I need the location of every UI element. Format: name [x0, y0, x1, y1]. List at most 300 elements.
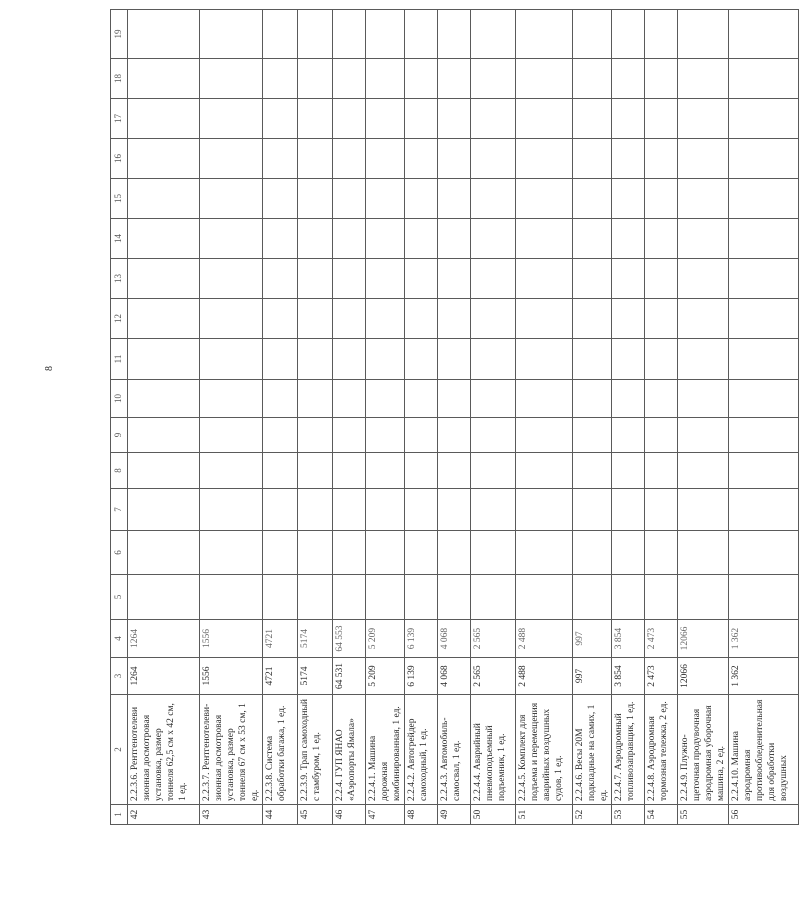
table-row: [573, 10, 612, 825]
empty-cell: [128, 531, 200, 575]
empty-cell: [573, 10, 612, 59]
table-header-row: [111, 10, 128, 825]
empty-cell: [200, 59, 263, 99]
empty-cell: [333, 339, 366, 380]
empty-cell: [612, 531, 645, 575]
empty-cell: [200, 339, 263, 380]
empty-cell: [612, 59, 645, 99]
row-number-cell: 44: [263, 805, 298, 825]
empty-cell: [366, 179, 405, 219]
empty-cell: [200, 259, 263, 299]
table-row: [298, 10, 333, 825]
empty-cell: [200, 179, 263, 219]
empty-cell: [405, 453, 438, 489]
column-header: 4: [111, 620, 128, 658]
empty-cell: [471, 418, 516, 453]
empty-cell: [612, 219, 645, 259]
col3-value-cell: 4721: [263, 658, 298, 695]
empty-cell: [298, 418, 333, 453]
empty-cell: [405, 339, 438, 380]
col3-value-cell: 1556: [200, 658, 263, 695]
row-name-cell: 2.2.3.8. Система обработки багажа, 1 ед.: [263, 695, 298, 805]
empty-cell: [612, 10, 645, 59]
empty-cell: [516, 139, 573, 179]
empty-cell: [678, 259, 729, 299]
row-number-cell: 53: [612, 805, 645, 825]
col4-value-cell: 2 565: [471, 620, 516, 658]
col4-value-cell: 3 854: [612, 620, 645, 658]
empty-cell: [405, 380, 438, 418]
column-header: 1: [111, 805, 128, 825]
col4-value-cell: 2 473: [645, 620, 678, 658]
empty-cell: [729, 418, 799, 453]
empty-cell: [200, 531, 263, 575]
row-number-cell: 45: [298, 805, 333, 825]
empty-cell: [573, 139, 612, 179]
empty-cell: [405, 99, 438, 139]
empty-cell: [516, 179, 573, 219]
row-name-cell: 2.2.3.9. Трап самоходный с тамбуром, 1 ед.: [298, 695, 333, 805]
empty-cell: [573, 418, 612, 453]
col4-value-cell: 1556: [200, 620, 263, 658]
empty-cell: [263, 418, 298, 453]
empty-cell: [128, 380, 200, 418]
col4-value-cell: 6 139: [405, 620, 438, 658]
empty-cell: [128, 59, 200, 99]
table-row: [438, 10, 471, 825]
empty-cell: [128, 339, 200, 380]
empty-cell: [612, 139, 645, 179]
col4-value-cell: 1 362: [729, 620, 799, 658]
empty-cell: [263, 10, 298, 59]
empty-cell: [471, 99, 516, 139]
empty-cell: [678, 299, 729, 339]
empty-cell: [405, 418, 438, 453]
empty-cell: [729, 489, 799, 531]
empty-cell: [645, 59, 678, 99]
empty-cell: [128, 489, 200, 531]
empty-cell: [729, 299, 799, 339]
empty-cell: [366, 531, 405, 575]
empty-cell: [405, 10, 438, 59]
empty-cell: [298, 531, 333, 575]
column-header: 12: [111, 299, 128, 339]
empty-cell: [263, 259, 298, 299]
row-name-cell: 2.2.4.7. Аэродромный топливозаправщик, 1 ед.: [612, 695, 645, 805]
empty-cell: [405, 259, 438, 299]
empty-cell: [200, 299, 263, 339]
empty-cell: [573, 489, 612, 531]
empty-cell: [333, 380, 366, 418]
column-header: 19: [111, 10, 128, 59]
col3-value-cell: 997: [573, 658, 612, 695]
empty-cell: [405, 531, 438, 575]
empty-cell: [471, 575, 516, 620]
empty-cell: [263, 299, 298, 339]
empty-cell: [645, 139, 678, 179]
table-row: [516, 10, 573, 825]
empty-cell: [612, 99, 645, 139]
empty-cell: [729, 10, 799, 59]
empty-cell: [573, 219, 612, 259]
col4-value-cell: 2 488: [516, 620, 573, 658]
empty-cell: [645, 259, 678, 299]
table-row: [471, 10, 516, 825]
empty-cell: [645, 299, 678, 339]
column-header: 10: [111, 380, 128, 418]
col3-value-cell: 2 565: [471, 658, 516, 695]
empty-cell: [729, 139, 799, 179]
empty-cell: [128, 575, 200, 620]
empty-cell: [438, 99, 471, 139]
empty-cell: [366, 139, 405, 179]
empty-cell: [612, 575, 645, 620]
row-number-cell: 56: [729, 805, 799, 825]
empty-cell: [333, 99, 366, 139]
column-header: 11: [111, 339, 128, 380]
col3-value-cell: 3 854: [612, 658, 645, 695]
empty-cell: [645, 219, 678, 259]
empty-cell: [298, 179, 333, 219]
empty-cell: [263, 99, 298, 139]
col4-value-cell: 997: [573, 620, 612, 658]
row-name-cell: 2.2.4.2. Автогрейдер самоходный, 1 ед.: [405, 695, 438, 805]
empty-cell: [128, 418, 200, 453]
empty-cell: [516, 380, 573, 418]
empty-cell: [573, 575, 612, 620]
empty-cell: [298, 380, 333, 418]
empty-cell: [438, 339, 471, 380]
empty-cell: [333, 453, 366, 489]
empty-cell: [729, 179, 799, 219]
empty-cell: [729, 531, 799, 575]
empty-cell: [645, 99, 678, 139]
empty-cell: [438, 380, 471, 418]
empty-cell: [438, 453, 471, 489]
empty-cell: [438, 259, 471, 299]
empty-cell: [200, 380, 263, 418]
table-row: [263, 10, 298, 825]
empty-cell: [333, 575, 366, 620]
empty-cell: [612, 380, 645, 418]
empty-cell: [200, 219, 263, 259]
row-number-cell: 54: [645, 805, 678, 825]
empty-cell: [612, 259, 645, 299]
col4-value-cell: 5174: [298, 620, 333, 658]
empty-cell: [263, 453, 298, 489]
empty-cell: [573, 179, 612, 219]
empty-cell: [263, 339, 298, 380]
empty-cell: [645, 453, 678, 489]
col4-value-cell: 1264: [128, 620, 200, 658]
empty-cell: [333, 299, 366, 339]
empty-cell: [438, 59, 471, 99]
empty-cell: [573, 531, 612, 575]
empty-cell: [516, 418, 573, 453]
col3-value-cell: 2 473: [645, 658, 678, 695]
col3-value-cell: 5174: [298, 658, 333, 695]
data-table: [110, 9, 799, 825]
empty-cell: [298, 59, 333, 99]
row-name-cell: 2.2.4.4. Аварийный пневмоподъемный подъемник, 1 ед.: [471, 695, 516, 805]
table-row: [200, 10, 263, 825]
empty-cell: [438, 531, 471, 575]
empty-cell: [128, 179, 200, 219]
empty-cell: [366, 489, 405, 531]
empty-cell: [573, 453, 612, 489]
empty-cell: [516, 575, 573, 620]
column-header: 15: [111, 179, 128, 219]
table-row: [612, 10, 645, 825]
empty-cell: [438, 179, 471, 219]
empty-cell: [516, 219, 573, 259]
empty-cell: [678, 219, 729, 259]
row-name-cell: 2.2.4.8. Аэродромная тормозная тележка, 2 ед.: [645, 695, 678, 805]
column-header: 5: [111, 575, 128, 620]
row-name-cell: 2.2.3.6. Рентгенотелеви зионная досмотровая установка, размер тоннеля 62,5 см х 42 см, 1 ед.: [128, 695, 200, 805]
empty-cell: [438, 299, 471, 339]
empty-cell: [516, 453, 573, 489]
empty-cell: [471, 380, 516, 418]
empty-cell: [128, 299, 200, 339]
empty-cell: [128, 219, 200, 259]
col3-value-cell: 64 531: [333, 658, 366, 695]
empty-cell: [471, 179, 516, 219]
row-name-cell: 2.2.4.10. Машина аэродромная противообледенительная для обработки воздушных: [729, 695, 799, 805]
column-header: 3: [111, 658, 128, 695]
empty-cell: [678, 339, 729, 380]
empty-cell: [645, 418, 678, 453]
empty-cell: [678, 489, 729, 531]
empty-cell: [612, 299, 645, 339]
empty-cell: [333, 139, 366, 179]
empty-cell: [678, 453, 729, 489]
empty-cell: [405, 139, 438, 179]
empty-cell: [516, 99, 573, 139]
empty-cell: [333, 418, 366, 453]
empty-cell: [612, 179, 645, 219]
table-row: [645, 10, 678, 825]
col4-value-cell: 4 068: [438, 620, 471, 658]
empty-cell: [471, 299, 516, 339]
row-number-cell: 50: [471, 805, 516, 825]
empty-cell: [438, 575, 471, 620]
empty-cell: [471, 219, 516, 259]
empty-cell: [200, 99, 263, 139]
empty-cell: [200, 453, 263, 489]
row-number-cell: 52: [573, 805, 612, 825]
row-name-cell: 2.2.4. ГУП ЯНАО «Аэропорты Ямала»: [333, 695, 366, 805]
empty-cell: [645, 575, 678, 620]
empty-cell: [366, 259, 405, 299]
empty-cell: [471, 489, 516, 531]
empty-cell: [366, 99, 405, 139]
empty-cell: [516, 59, 573, 99]
row-name-cell: 2.2.4.6. Весы 20М подкладные на самих, 1 ед.: [573, 695, 612, 805]
empty-cell: [471, 453, 516, 489]
empty-cell: [729, 219, 799, 259]
empty-cell: [263, 531, 298, 575]
column-header: 7: [111, 489, 128, 531]
column-header: 17: [111, 99, 128, 139]
table-row: [729, 10, 799, 825]
row-number-cell: 42: [128, 805, 200, 825]
empty-cell: [729, 575, 799, 620]
empty-cell: [333, 219, 366, 259]
column-header: 13: [111, 259, 128, 299]
empty-cell: [678, 139, 729, 179]
row-number-cell: 55: [678, 805, 729, 825]
empty-cell: [298, 219, 333, 259]
empty-cell: [729, 259, 799, 299]
empty-cell: [200, 418, 263, 453]
empty-cell: [612, 453, 645, 489]
empty-cell: [366, 10, 405, 59]
col3-value-cell: 2 488: [516, 658, 573, 695]
empty-cell: [200, 575, 263, 620]
table-row: [128, 10, 200, 825]
empty-cell: [471, 531, 516, 575]
empty-cell: [573, 259, 612, 299]
column-header: 18: [111, 59, 128, 99]
table-row: [405, 10, 438, 825]
empty-cell: [405, 299, 438, 339]
row-number-cell: 46: [333, 805, 366, 825]
empty-cell: [405, 59, 438, 99]
empty-cell: [678, 59, 729, 99]
empty-cell: [516, 489, 573, 531]
col4-value-cell: 64 553: [333, 620, 366, 658]
empty-cell: [678, 179, 729, 219]
empty-cell: [438, 139, 471, 179]
empty-cell: [366, 339, 405, 380]
empty-cell: [573, 59, 612, 99]
empty-cell: [405, 219, 438, 259]
empty-cell: [471, 59, 516, 99]
rotated-page-content: [110, 10, 789, 825]
empty-cell: [366, 575, 405, 620]
col4-value-cell: 12066: [678, 620, 729, 658]
empty-cell: [729, 99, 799, 139]
empty-cell: [263, 59, 298, 99]
column-header: 9: [111, 418, 128, 453]
empty-cell: [263, 219, 298, 259]
empty-cell: [612, 339, 645, 380]
empty-cell: [438, 219, 471, 259]
empty-cell: [645, 489, 678, 531]
empty-cell: [516, 531, 573, 575]
column-header: 8: [111, 453, 128, 489]
col4-value-cell: 4721: [263, 620, 298, 658]
empty-cell: [128, 453, 200, 489]
empty-cell: [729, 59, 799, 99]
empty-cell: [128, 139, 200, 179]
empty-cell: [298, 453, 333, 489]
empty-cell: [263, 139, 298, 179]
empty-cell: [438, 489, 471, 531]
empty-cell: [471, 259, 516, 299]
empty-cell: [128, 99, 200, 139]
col3-value-cell: 1264: [128, 658, 200, 695]
empty-cell: [263, 489, 298, 531]
row-name-cell: 2.2.4.9. Плужно-щеточная продувочная аэродромная уборочная машина, 2 ед.: [678, 695, 729, 805]
empty-cell: [366, 219, 405, 259]
empty-cell: [298, 139, 333, 179]
empty-cell: [298, 99, 333, 139]
empty-cell: [366, 59, 405, 99]
row-number-cell: 43: [200, 805, 263, 825]
empty-cell: [333, 59, 366, 99]
empty-cell: [366, 380, 405, 418]
empty-cell: [405, 489, 438, 531]
empty-cell: [573, 299, 612, 339]
empty-cell: [678, 10, 729, 59]
table-row: [333, 10, 366, 825]
empty-cell: [729, 339, 799, 380]
table-row: [366, 10, 405, 825]
empty-cell: [645, 10, 678, 59]
page-number: 8: [44, 366, 55, 371]
empty-cell: [471, 339, 516, 380]
column-header: 2: [111, 695, 128, 805]
empty-cell: [678, 575, 729, 620]
empty-cell: [573, 339, 612, 380]
empty-cell: [678, 418, 729, 453]
empty-cell: [645, 179, 678, 219]
row-name-cell: 2.2.3.7. Рентгенотелеви- зионная досмотровая установка, размер тоннеля 67 см х 53 см, 1 ед.: [200, 695, 263, 805]
empty-cell: [366, 418, 405, 453]
empty-cell: [678, 99, 729, 139]
empty-cell: [573, 380, 612, 418]
empty-cell: [298, 489, 333, 531]
empty-cell: [516, 339, 573, 380]
empty-cell: [645, 380, 678, 418]
column-header: 16: [111, 139, 128, 179]
empty-cell: [333, 179, 366, 219]
col3-value-cell: 1 362: [729, 658, 799, 695]
column-header: 14: [111, 219, 128, 259]
empty-cell: [471, 139, 516, 179]
empty-cell: [645, 339, 678, 380]
empty-cell: [298, 575, 333, 620]
row-number-cell: 48: [405, 805, 438, 825]
empty-cell: [128, 259, 200, 299]
col4-value-cell: 5 209: [366, 620, 405, 658]
empty-cell: [263, 179, 298, 219]
empty-cell: [128, 10, 200, 59]
col3-value-cell: 4 068: [438, 658, 471, 695]
empty-cell: [471, 10, 516, 59]
empty-cell: [516, 10, 573, 59]
empty-cell: [333, 10, 366, 59]
col3-value-cell: 5 209: [366, 658, 405, 695]
empty-cell: [298, 10, 333, 59]
empty-cell: [298, 339, 333, 380]
empty-cell: [333, 531, 366, 575]
col3-value-cell: 6 139: [405, 658, 438, 695]
empty-cell: [263, 575, 298, 620]
empty-cell: [612, 489, 645, 531]
empty-cell: [333, 259, 366, 299]
empty-cell: [438, 418, 471, 453]
empty-cell: [298, 259, 333, 299]
empty-cell: [645, 531, 678, 575]
empty-cell: [729, 453, 799, 489]
empty-cell: [678, 531, 729, 575]
empty-cell: [366, 299, 405, 339]
empty-cell: [573, 99, 612, 139]
row-number-cell: 47: [366, 805, 405, 825]
